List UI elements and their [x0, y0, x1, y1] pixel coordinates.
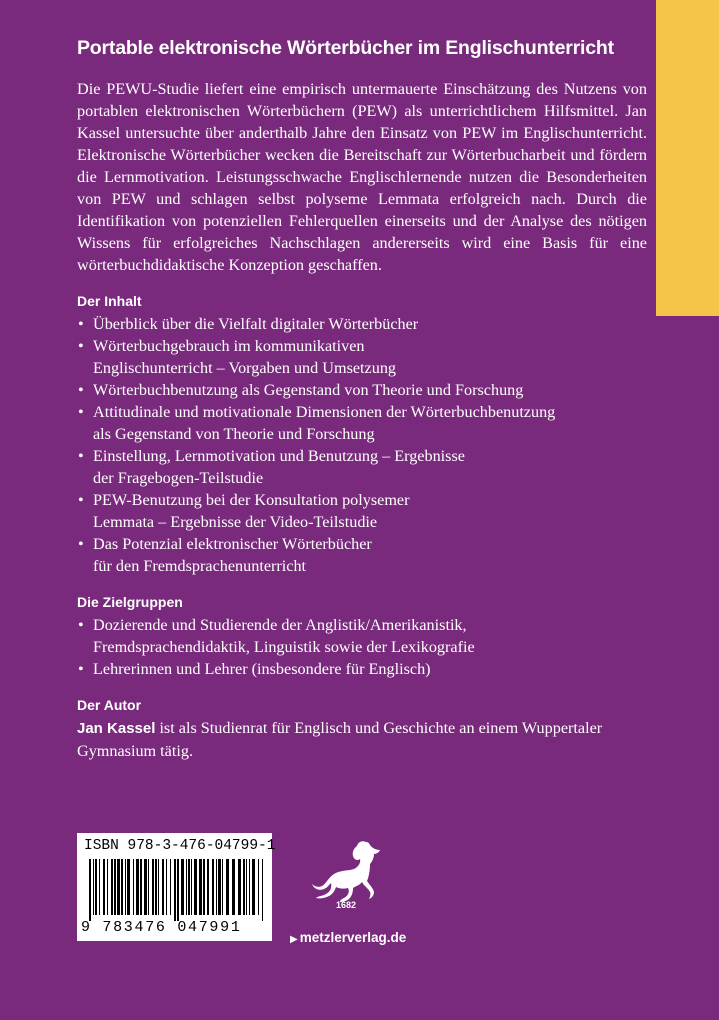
section-heading-zielgruppen: Die Zielgruppen [77, 594, 183, 610]
barcode-bar [222, 859, 223, 915]
inhalt-item-text: Überblick über die Vielfalt digitaler Wörterbücher [93, 315, 419, 333]
barcode-bar [170, 859, 171, 915]
barcode-bar [174, 859, 176, 921]
barcode-bar [252, 859, 255, 915]
inhalt-item-text: Attitudinale und motivationale Dimensionen der Wörterbuchbenutzung [93, 403, 556, 421]
barcode-bar [136, 859, 139, 915]
barcode-bar [238, 859, 241, 915]
barcode-bar [95, 859, 97, 915]
barcode-bar [114, 859, 116, 915]
inhalt-item-text: Einstellung, Lernmotivation und Benutzung – Ergebnisse [93, 447, 465, 465]
zielgruppen-item-text: Dozierende und Studierende der Anglistik/Amerikanistik, [93, 616, 467, 634]
inhalt-item-text: Englischunterricht – Vorgaben und Umsetzung [93, 359, 397, 377]
barcode-bar [148, 859, 149, 915]
barcode-bar [111, 859, 113, 915]
barcode-bar [207, 859, 209, 915]
isbn-text: ISBN 978-3-476-04799-1 [84, 838, 276, 854]
section-heading-inhalt: Der Inhalt [77, 293, 142, 309]
barcode-bar [121, 859, 123, 915]
author-paragraph [77, 717, 647, 762]
inhalt-item-text: Lemmata – Ergebnisse der Video-Teilstudie [93, 513, 378, 531]
barcode-bar [199, 859, 202, 915]
inhalt-item-text: für den Fremdsprachenunterricht [93, 557, 307, 575]
inhalt-list [77, 313, 647, 577]
barcode-bar [144, 859, 147, 915]
bullet-icon: • [78, 491, 84, 509]
bullet-icon: • [78, 337, 84, 355]
barcode-bar [99, 859, 100, 915]
barcode-bar [232, 859, 235, 915]
barcode-bar [177, 859, 179, 921]
bullet-icon: • [78, 381, 84, 399]
inhalt-item-text: Wörterbuchgebrauch im kommunikativen [93, 337, 365, 355]
bullet-icon: • [78, 660, 84, 678]
barcode-bar [89, 859, 91, 921]
book-title: Portable elektronische Wörterbücher im Englischunterricht [77, 37, 614, 59]
barcode-bar [127, 859, 130, 915]
barcode-bar [166, 859, 167, 915]
intro-paragraph: Die PEWU-Studie liefert eine empirisch untermauerte Einschätzung des Nutzens von portablen elektronischen Wörterbüchern (PEW) als unterrichtlichem Hilfsmittel. Jan Kassel untersuchte über anderthalb Jahre den Einsatz von PEW im Englischunterricht. Elektronische Wörterbücher wecken die Bereitschaft zur Wörterbucharbeit und fördern die Lernmotivation. Leistungsschwache Englischlernende nutzen die Besonderheiten von PEW und schlagen selbst polyseme Lemmata erfolgreich nach. Durch die Identifikation von potenziellen Fehlerquellen einerseits und der Analyse des nötigen Wissens für erfolgreiches Nachschlagen andererseits wird eine Basis für eine wörterbuchdidaktische Konzeption geschaffen. [77, 80, 647, 274]
accent-bar [656, 0, 719, 316]
bullet-icon: • [78, 616, 84, 634]
website-label: metzlerverlag.de [299, 930, 407, 945]
barcode-bar [194, 859, 197, 915]
zielgruppen-item-text: Fremdsprachendidaktik, Linguistik sowie der Lexikografie [93, 638, 475, 656]
barcode-bar [203, 859, 205, 915]
barcode-digits: 9 783476 047991 [81, 919, 242, 936]
barcode-bar [186, 859, 187, 915]
play-arrow-icon: ▶ [290, 934, 298, 945]
inhalt-item [77, 401, 647, 445]
barcode-bar [262, 859, 263, 921]
barcode-bar [181, 859, 184, 915]
bullet-icon: • [78, 403, 84, 421]
barcode-bar [188, 859, 190, 915]
zielgruppen-item-text: Lehrerinnen und Lehrer (insbesondere für Englisch) [93, 660, 431, 678]
author-name: Jan Kassel [77, 720, 156, 737]
barcode-bar [243, 859, 245, 915]
barcode-bar [158, 859, 159, 915]
blurb-content [77, 78, 647, 762]
zielgruppen-item [77, 614, 647, 658]
barcode-bar [133, 859, 134, 915]
section-heading-autor: Der Autor [77, 697, 142, 713]
publisher-website[interactable] [290, 930, 406, 945]
inhalt-item-text: Wörterbuchbenutzung als Gegenstand von Theorie und Forschung [93, 381, 524, 399]
barcode-bar [162, 859, 164, 915]
barcode-bar [125, 859, 126, 915]
barcode-bar [226, 859, 229, 915]
logo-year: 1682 [335, 900, 357, 910]
barcode-bar [107, 859, 108, 915]
zielgruppen-item [77, 658, 647, 680]
bullet-icon: • [78, 315, 84, 333]
barcode-bar [191, 859, 192, 915]
barcode-bar [152, 859, 154, 915]
bullet-icon: • [78, 535, 84, 553]
inhalt-item [77, 489, 647, 533]
barcode-bar [93, 859, 94, 915]
bullet-icon: • [78, 447, 84, 465]
inhalt-item-text: PEW-Benutzung bei der Konsultation polysemer [93, 491, 410, 509]
inhalt-item-text: Das Potenzial elektronischer Wörterbücher [93, 535, 372, 553]
inhalt-item [77, 313, 647, 335]
barcode-bar [258, 859, 259, 915]
barcode-bar [103, 859, 105, 915]
barcode-bar [140, 859, 142, 915]
author-bio: ist als Studienrat für Englisch und Geschichte an einem Wuppertaler Gymnasium tätig. [77, 719, 603, 760]
barcode-bar [218, 859, 221, 915]
barcode-bar [117, 859, 120, 915]
inhalt-item [77, 445, 647, 489]
barcode-bar [216, 859, 217, 915]
inhalt-item [77, 379, 647, 401]
barcode-bar [212, 859, 214, 915]
inhalt-item [77, 533, 647, 577]
inhalt-item-text: als Gegenstand von Theorie und Forschung [93, 425, 375, 443]
isbn-barcode [77, 833, 276, 941]
barcode-bar [246, 859, 247, 915]
inhalt-item [77, 335, 647, 379]
zielgruppen-list [77, 614, 647, 680]
inhalt-item-text: der Fragebogen-Teilstudie [93, 469, 264, 487]
barcode-bar [155, 859, 157, 915]
barcode-bar [249, 859, 250, 915]
